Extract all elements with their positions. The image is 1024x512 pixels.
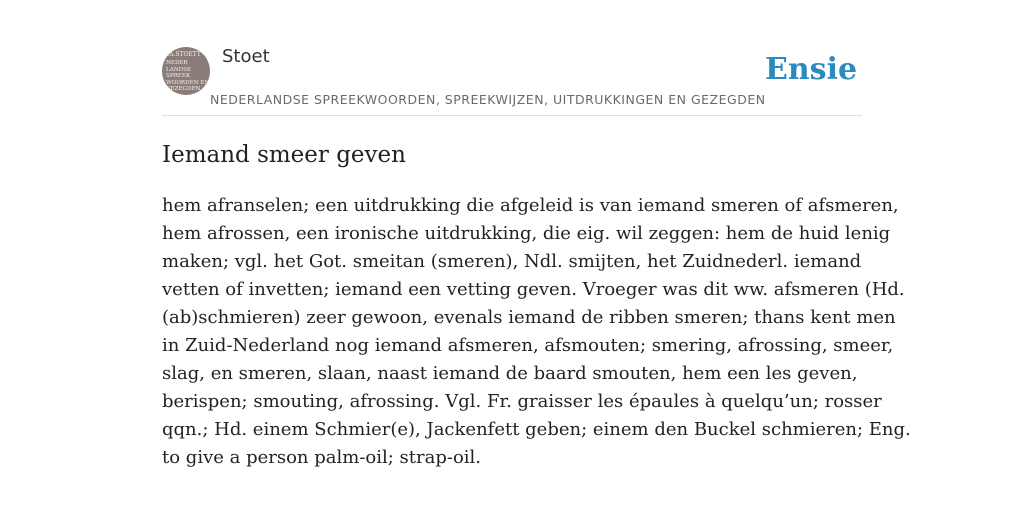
body-line: hem afrossen, een ironische uitdrukking, die eig. wil zeggen: hem de huid lenig xyxy=(162,223,891,244)
body-line: maken; vgl. het Got. smeitan (smeren), Ndl. smijten, het Zuidnederl. iemand xyxy=(162,251,862,272)
body-line: berispen; smouting, afrossing. Vgl. Fr. graisser les épaules à quelqu’un; rosser xyxy=(162,391,882,412)
source-name[interactable]: Stoet xyxy=(222,46,270,67)
body-line: hem afranselen; een uitdrukking die afgeleid is van iemand smeren of afsmeren, xyxy=(162,195,899,216)
cover-title: F.A.STOETT xyxy=(164,51,201,58)
cover-text xyxy=(166,60,210,93)
brand-logo[interactable]: Ensie xyxy=(765,52,858,87)
cover-line: WOORDEN EN xyxy=(166,79,210,86)
source-avatar[interactable] xyxy=(162,47,210,95)
entry-title: Iemand smeer geven xyxy=(162,142,406,168)
body-line: in Zuid-Nederland nog iemand afsmeren, afsmouten; smering, afrossing, smeer, xyxy=(162,335,894,356)
body-line: (ab)schmieren) zeer gewoon, evenals iemand de ribben smeren; thans kent men xyxy=(162,307,896,328)
header-divider xyxy=(162,115,862,116)
cover-line: LANDSE xyxy=(166,66,192,73)
body-line: to give a person palm-oil; strap-oil. xyxy=(162,447,482,468)
entry-body xyxy=(162,192,911,472)
cover-line: GEZEGDEN xyxy=(166,86,201,93)
cover-line: SPREEK xyxy=(166,73,191,80)
body-line: qqn.; Hd. einem Schmier(e), Jackenfett geben; einem den Buckel schmieren; Eng. xyxy=(162,419,911,440)
body-line: slag, en smeren, slaan, naast iemand de baard smouten, hem een les geven, xyxy=(162,363,858,384)
body-line: vetten of invetten; iemand een vetting geven. Vroeger was dit ww. afsmeren (Hd. xyxy=(162,279,905,300)
cover-line: NEDER xyxy=(166,60,188,66)
source-subtitle: NEDERLANDSE SPREEKWOORDEN, SPREEKWIJZEN, UITDRUKKINGEN EN GEZEGDEN xyxy=(210,92,766,107)
